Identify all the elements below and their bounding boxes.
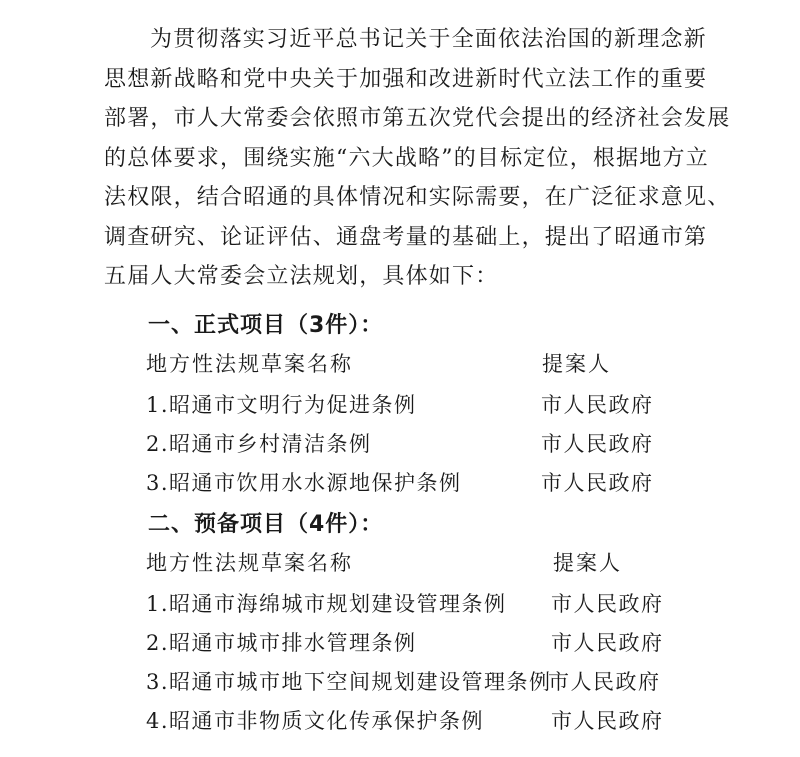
- proposer: 市人民政府: [541, 432, 654, 456]
- formal-projects-heading: 一、正式项目（3件）：: [148, 313, 384, 338]
- intro-line: 部署，市人大常委会依照市第五次党代会提出的经济社会发展: [104, 106, 731, 131]
- intro-line: 思想新战略和党中央关于加强和改进新时代立法工作的重要: [104, 66, 708, 92]
- regulation-name: 3.昭通市城市地下空间规划建设管理条例: [146, 670, 552, 694]
- regulation-name: 2.昭通市城市排水管理条例: [146, 631, 417, 655]
- intro-line: 法权限，结合昭通的具体情况和实际需要，在广泛征求意见、: [104, 185, 731, 210]
- proposer: 市人民政府: [548, 670, 661, 694]
- regulation-name: 2.昭通市乡村清洁条例: [146, 432, 372, 456]
- regulation-name: 1.昭通市文明行为促进条例: [146, 393, 417, 417]
- column-header-name: 地方性法规草案名称: [146, 551, 353, 575]
- intro-paragraph: [104, 20, 731, 297]
- proposer: 市人民政府: [551, 631, 664, 655]
- regulation-name: 4.昭通市非物质文化传承保护条例: [146, 709, 485, 733]
- regulation-name: 3.昭通市饮用水水源地保护条例: [146, 471, 462, 495]
- intro-line: 的总体要求，围绕实施“六大战略”的目标定位，根据地方立: [104, 145, 709, 171]
- reserve-projects-heading: 二、预备项目（4件）：: [148, 512, 384, 537]
- regulation-name: 1.昭通市海绵城市规划建设管理条例: [146, 592, 507, 616]
- intro-line: 为贯彻落实习近平总书记关于全面依法治国的新理念新: [150, 27, 707, 52]
- proposer: 市人民政府: [541, 471, 654, 495]
- proposer: 市人民政府: [551, 592, 664, 616]
- proposer: 市人民政府: [551, 709, 664, 733]
- proposer: 市人民政府: [541, 393, 654, 417]
- intro-line: 五届人大常委会立法规划，具体如下：: [104, 264, 499, 289]
- column-header-name: 地方性法规草案名称: [146, 352, 353, 376]
- column-header-proposer: 提案人: [553, 551, 622, 575]
- intro-line: 调查研究、论证评估、通盘考量的基础上，提出了昭通市第: [104, 224, 708, 250]
- column-header-proposer: 提案人: [542, 352, 611, 376]
